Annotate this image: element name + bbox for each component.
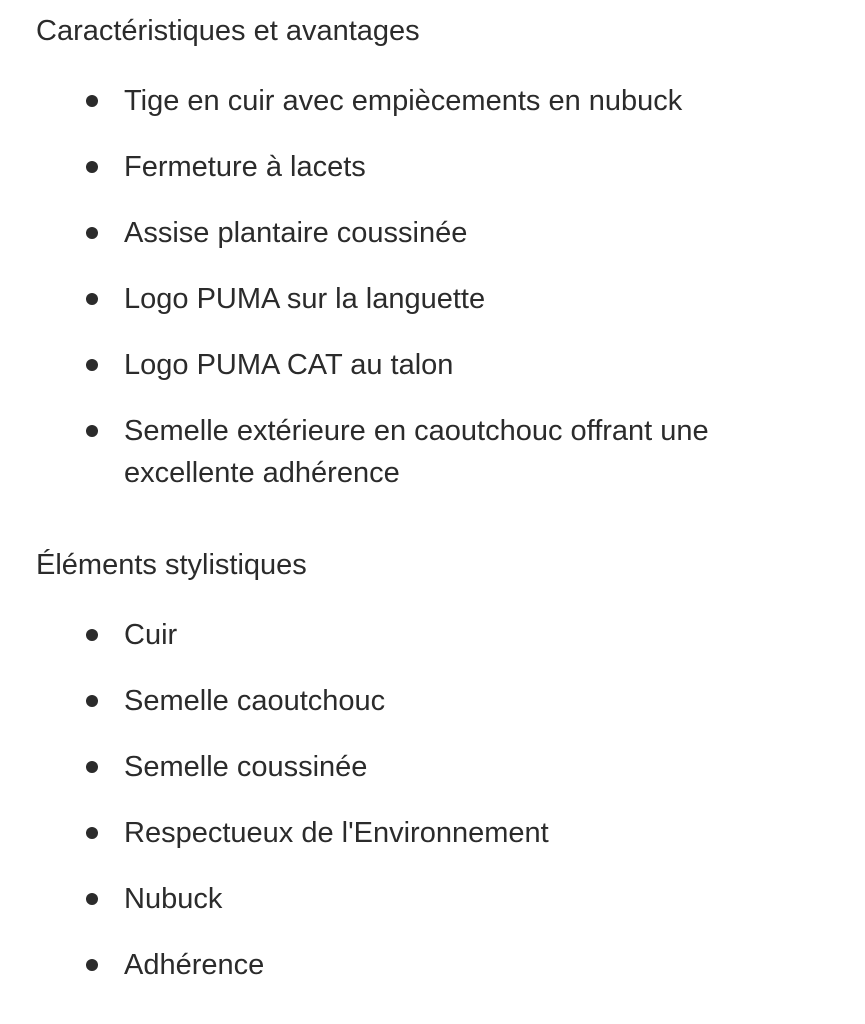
bullet-icon: [86, 629, 98, 641]
list-item-text: Nubuck: [124, 883, 223, 915]
list-item: [36, 746, 829, 788]
features-list: [36, 80, 829, 494]
bullet-icon: [86, 959, 98, 971]
list-item-text: Semelle caoutchouc: [124, 685, 386, 717]
list-item: [36, 614, 829, 656]
list-item: [36, 680, 829, 722]
features-section: [36, 0, 829, 494]
bullet-icon: [86, 227, 98, 239]
features-heading: Caractéristiques et avantages: [36, 15, 420, 47]
list-item: [36, 80, 829, 122]
bullet-icon: [86, 893, 98, 905]
list-item-text: Logo PUMA CAT au talon: [124, 349, 454, 381]
list-item: [36, 410, 829, 494]
list-item-text: Semelle extérieure en caoutchouc offrant une excellente adhérence: [124, 415, 709, 489]
list-item-text: Logo PUMA sur la languette: [124, 283, 486, 315]
style-elements-heading: Éléments stylistiques: [36, 549, 307, 581]
list-item: [36, 944, 829, 986]
bullet-icon: [86, 827, 98, 839]
bullet-icon: [86, 695, 98, 707]
list-item-text: Tige en cuir avec empiècements en nubuck: [124, 85, 683, 117]
list-item: [36, 812, 829, 854]
list-item-text: Semelle coussinée: [124, 751, 368, 783]
bullet-icon: [86, 359, 98, 371]
list-item: [36, 278, 829, 320]
list-item-text: Fermeture à lacets: [124, 151, 366, 183]
bullet-icon: [86, 761, 98, 773]
list-item: [36, 344, 829, 386]
bullet-icon: [86, 425, 98, 437]
list-item-text: Respectueux de l'Environnement: [124, 817, 549, 849]
bullet-icon: [86, 95, 98, 107]
bullet-icon: [86, 293, 98, 305]
list-item-text: Assise plantaire coussinée: [124, 217, 468, 249]
list-item-text: Cuir: [124, 619, 178, 651]
list-item-text: Adhérence: [124, 949, 265, 981]
list-item: [36, 146, 829, 188]
style-elements-list: [36, 614, 829, 986]
list-item: [36, 878, 829, 920]
list-item: [36, 212, 829, 254]
bullet-icon: [86, 161, 98, 173]
style-elements-section: [36, 546, 829, 986]
